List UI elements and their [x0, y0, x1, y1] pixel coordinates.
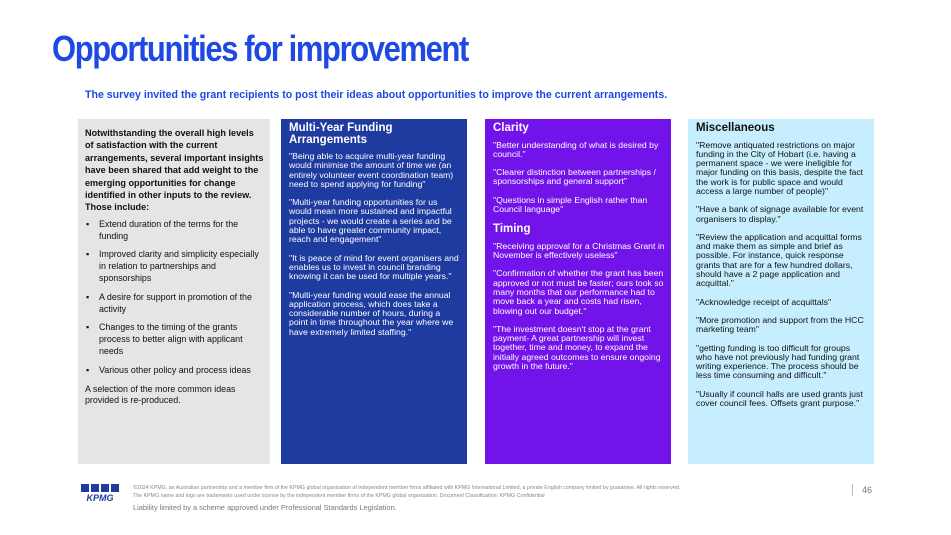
clarity-heading: Clarity — [493, 122, 529, 134]
misc-quote: "Remove antiquated restrictions on major funding in the City of Hobart (i.e. having a permanent space - we were ineligible for major funding on this basis, despite the fact the work is for public space and would access a large number of people)" — [696, 139, 864, 196]
timing-heading: Timing — [493, 223, 531, 236]
timing-quote: "Receiving approval for a Christmas Grant in November is effectively useless" — [493, 240, 665, 261]
page-subtitle: The survey invited the grant recipients to post their ideas about opportunities to improve the current arrangements. — [85, 89, 668, 101]
summary-bullet: ▪ Extend duration of the terms for the funding — [85, 219, 264, 243]
misc-heading: Miscellaneous — [696, 122, 775, 134]
timing-quote: "The investment doesn't stop at the grant payment- A great partnership will invest together, time and money, to expand the initially agreed outcomes to ensure ongoing growth in the future." — [493, 323, 661, 372]
summary-outro: A selection of the more common ideas provided is re-produced. — [85, 383, 236, 406]
liability-notice: Liability limited by a scheme approved under Professional Standards Legislation. — [133, 503, 397, 512]
multi-year-heading: Multi-Year Funding Arrangements — [289, 122, 393, 146]
misc-quote: "More promotion and support from the HCC marketing team" — [696, 314, 864, 335]
multi-year-quote: "Multi-year funding opportunities for us would mean more sustained and impactful projects - we would create a series and be able to have greater community impact, reach and engagement" — [289, 197, 452, 245]
misc-quote: "getting funding is too difficult for groups who have not previously had funding grant writing experience. The process should be less time consuming and difficult." — [696, 342, 860, 381]
legal-notice — [133, 485, 773, 500]
legal-line: The KPMG name and logo are trademarks used under license by the independent member firms of the KPMG global organisation. Document Classification: KPMG Confidential — [133, 492, 545, 499]
clarity-timing-panel — [485, 119, 671, 464]
multi-year-quote: "It is peace of mind for event organisers and enables us to invest in council branding knowing it can be used for multiple years." — [289, 252, 459, 282]
summary-panel — [78, 119, 270, 464]
clarity-quote: "Better understanding of what is desired by council." — [493, 139, 659, 159]
misc-quote: "Have a bank of signage available for event organisers to display." — [696, 204, 864, 224]
summary-intro: Notwithstanding the overall high levels of satisfaction with the current arrangements, several important insights have been shared that add weight to the emerging opportunities for change identified in other inputs to the review. Those include: — [85, 128, 264, 213]
clarity-quote: "Questions in simple English rather than Council language" — [493, 194, 648, 214]
summary-bullet: ▪ A desire for support in promotion of the activity — [85, 292, 264, 316]
page-number-divider — [852, 484, 853, 496]
legal-line: ©2024 KPMG, an Australian partnership and a member firm of the KPMG global organisation of independent member firms affiliated with KPMG International Limited, a private English company limited by guarantee. All rights reserved. — [133, 485, 681, 491]
page-title: Opportunities for improvement — [52, 28, 468, 69]
summary-bullet: ▪ Changes to the timing of the grants process to better align with applicant needs — [85, 322, 264, 357]
multi-year-quote: "Being able to acquire multi-year funding would minimise the amount of time we (an entirely volunteer event coordination team) need to spend applying for funding" — [289, 151, 454, 189]
page-number: 46 — [862, 485, 873, 495]
miscellaneous-panel — [688, 119, 874, 464]
kpmg-logo — [80, 484, 120, 503]
misc-quote: "Usually if council halls are used grants just cover council fees. Offsets grant purpose." — [696, 388, 863, 409]
summary-bullet: ▪ Improved clarity and simplicity especially in relation to partnerships and sponsorships — [85, 249, 264, 284]
misc-quote: "Acknowledge receipt of acquittals" — [696, 296, 832, 307]
summary-bullet: ▪ Various other policy and process ideas — [85, 365, 264, 377]
multi-year-funding-panel — [281, 119, 467, 464]
timing-quote: "Confirmation of whether the grant has been approved or not must be faster; ours took so many months that our performance had to move back a year and costs had risen, blowing out our budget." — [493, 268, 664, 316]
summary-bullet-list — [85, 219, 264, 377]
clarity-quote: "Clearer distinction between partnerships / sponsorships and general support" — [493, 167, 656, 187]
multi-year-quote: "Multi-year funding would ease the annual application process, which does take a considerable number of hours, during a point in time throughout the year where we have extremely limited staffing." — [289, 289, 454, 337]
misc-quote: "Review the application and acquittal forms and make them as simple and brief as possible. For instance, quick response grants that are for a few hundred dollars, should have a 2 page application and acquittal." — [696, 231, 862, 289]
kpmg-logo-text: KPMG — [86, 493, 114, 503]
